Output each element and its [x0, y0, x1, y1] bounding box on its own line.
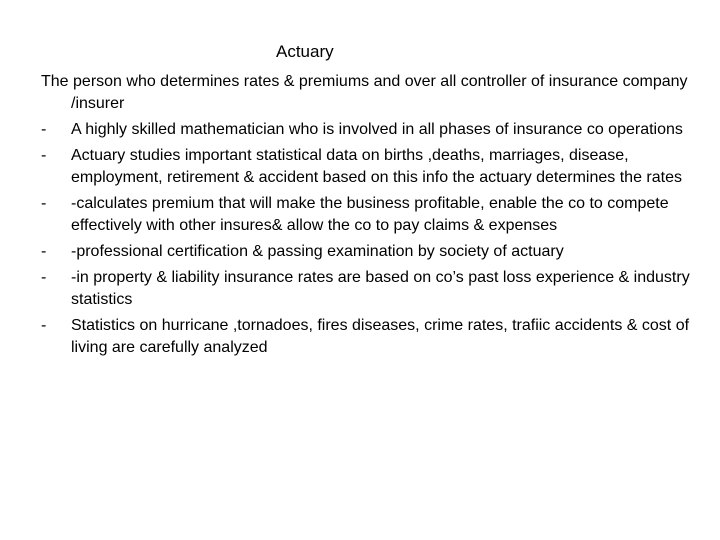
bullet-text: Actuary studies important statistical data on births ,deaths, marriages, disease, employment, retirement & accident based on this info the actuary determines the rates [71, 147, 682, 186]
bullet-item [41, 119, 691, 141]
slide-content [41, 71, 691, 359]
bullet-item [41, 315, 691, 359]
bullet-item [41, 267, 691, 311]
bullet-marker: - [41, 317, 47, 334]
bullet-item [41, 145, 691, 189]
bullet-marker: - [41, 121, 47, 138]
bullet-item [41, 193, 691, 237]
bullet-list [41, 119, 691, 359]
bullet-text: -in property & liability insurance rates are based on co’s past loss experience & industry statistics [71, 269, 690, 308]
bullet-item [41, 241, 691, 263]
bullet-marker: - [41, 269, 47, 286]
bullet-marker: - [41, 195, 47, 212]
bullet-text: Statistics on hurricane ,tornadoes, fires diseases, crime rates, trafiic accidents & cost of living are carefully analyzed [71, 317, 690, 356]
intro-text: The person who determines rates & premiums and over all controller of insurance company /insurer [41, 73, 688, 112]
bullet-text: -calculates premium that will make the business profitable, enable the co to compete effectively with other insures& allow the co to pay claims & expenses [71, 195, 669, 234]
bullet-marker: - [41, 147, 47, 164]
bullet-text: -professional certification & passing examination by society of actuary [71, 243, 564, 260]
bullet-marker: - [41, 243, 47, 260]
bullet-text: A highly skilled mathematician who is involved in all phases of insurance co operations [71, 121, 683, 138]
slide-title: Actuary [276, 42, 334, 61]
